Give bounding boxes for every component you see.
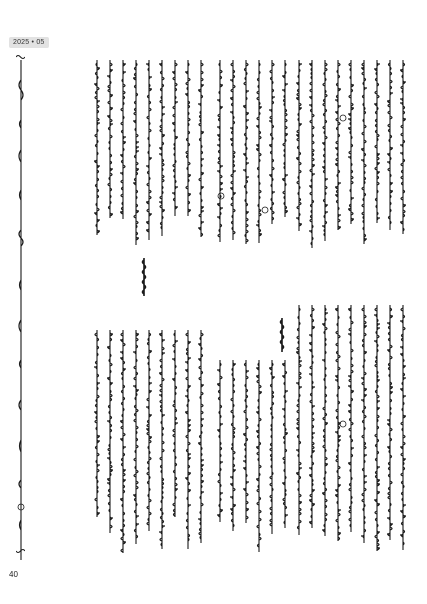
script-line: [387, 305, 393, 540]
script-line: [400, 60, 406, 234]
script-line: [348, 305, 354, 532]
issue-tag: 2025 • 05: [9, 37, 49, 48]
script-line: [133, 60, 139, 245]
script-line: [322, 305, 328, 536]
script-line: [282, 60, 288, 217]
script-line: [159, 60, 165, 236]
script-line: [387, 60, 393, 230]
script-line: [322, 60, 328, 241]
script-line: [309, 60, 315, 248]
script-line: [335, 60, 341, 230]
script-line: [256, 360, 262, 552]
script-line: [94, 60, 100, 235]
script-line: [217, 360, 223, 522]
script-line: [361, 60, 367, 244]
script-line: [230, 360, 236, 531]
script-line: [217, 60, 223, 242]
script-line: [243, 60, 249, 244]
script-line: [185, 60, 191, 216]
script-line: [400, 305, 406, 550]
script-line: [374, 60, 380, 223]
script-line: [120, 330, 126, 553]
script-line: [243, 360, 249, 523]
script-line: [348, 60, 354, 224]
page-number: 40: [9, 570, 18, 579]
footnote-marker-icon: [340, 115, 346, 121]
script-line: [269, 360, 275, 534]
script-line: [120, 60, 126, 219]
script-line: [107, 330, 113, 533]
script-line: [146, 60, 152, 240]
section-heading: [281, 318, 284, 352]
footnote-marker-icon: [340, 421, 346, 427]
script-line: [256, 60, 262, 243]
script-line: [269, 60, 275, 224]
script-line: [159, 330, 165, 549]
script-line: [133, 330, 139, 544]
script-line: [296, 60, 302, 231]
section-heading: [143, 258, 146, 296]
script-line: [309, 305, 315, 528]
footnote-marker-icon: [262, 207, 268, 213]
script-line: [107, 60, 113, 218]
script-line: [198, 60, 204, 237]
script-line: [198, 330, 204, 543]
script-line: [282, 360, 288, 528]
script-line: [361, 305, 367, 543]
script-line: [172, 330, 178, 517]
script-line: [296, 305, 302, 535]
script-line: [230, 60, 236, 240]
script-line: [146, 330, 152, 531]
script-line: [185, 330, 191, 549]
script-line: [374, 305, 380, 551]
script-line: [172, 60, 178, 216]
script-line: [94, 330, 100, 517]
